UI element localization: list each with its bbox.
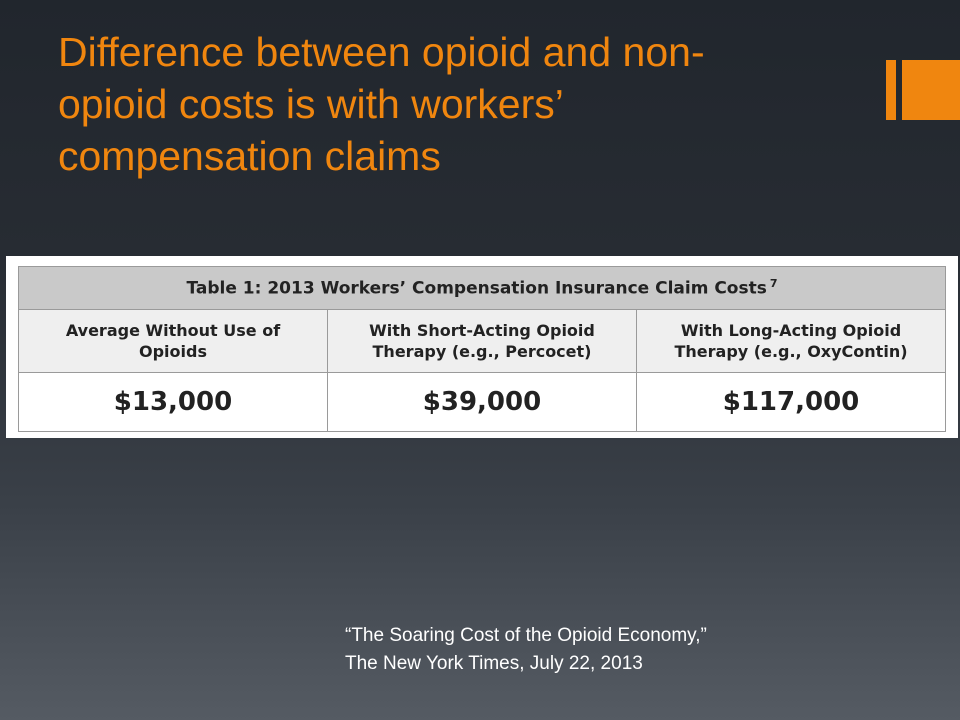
citation-line-2: The New York Times, July 22, 2013: [345, 653, 643, 674]
header-line: Therapy (e.g., Percocet): [372, 342, 592, 361]
value-short-acting-opioid: $39,000: [328, 373, 637, 432]
table-image-panel: [6, 256, 958, 438]
header-line: Therapy (e.g., OxyContin): [674, 342, 908, 361]
value-long-acting-opioid: $117,000: [637, 373, 946, 432]
citation-line-1: “The Soaring Cost of the Opioid Economy,”: [345, 625, 707, 646]
claim-costs-table: [18, 266, 946, 432]
accent-block-decoration: [902, 60, 960, 120]
slide-title: [58, 26, 848, 182]
table-value-row: [19, 373, 946, 432]
header-line: With Short-Acting Opioid: [369, 321, 595, 340]
header-line: With Long-Acting Opioid: [680, 321, 902, 340]
header-line: Opioids: [139, 342, 207, 361]
value-without-opioids: $13,000: [19, 373, 328, 432]
header-short-acting-opioid: [328, 310, 637, 373]
table-caption-footnote: 7: [769, 277, 778, 291]
table-caption-text: Table 1: 2013 Workers’ Compensation Insurance Claim Costs: [186, 278, 767, 299]
accent-bar-decoration: [886, 60, 896, 120]
header-line: Average Without Use of: [65, 321, 281, 340]
table-caption: [19, 267, 946, 310]
header-long-acting-opioid: [637, 310, 946, 373]
table-header-row: [19, 310, 946, 373]
header-without-opioids: [19, 310, 328, 373]
source-citation: [345, 622, 707, 678]
slide-title-line-2: opioid costs is with workers’: [58, 81, 564, 127]
table-caption-row: [19, 267, 946, 310]
slide-title-line-3: compensation claims: [58, 133, 441, 179]
slide-title-line-1: Difference between opioid and non-: [58, 29, 705, 75]
